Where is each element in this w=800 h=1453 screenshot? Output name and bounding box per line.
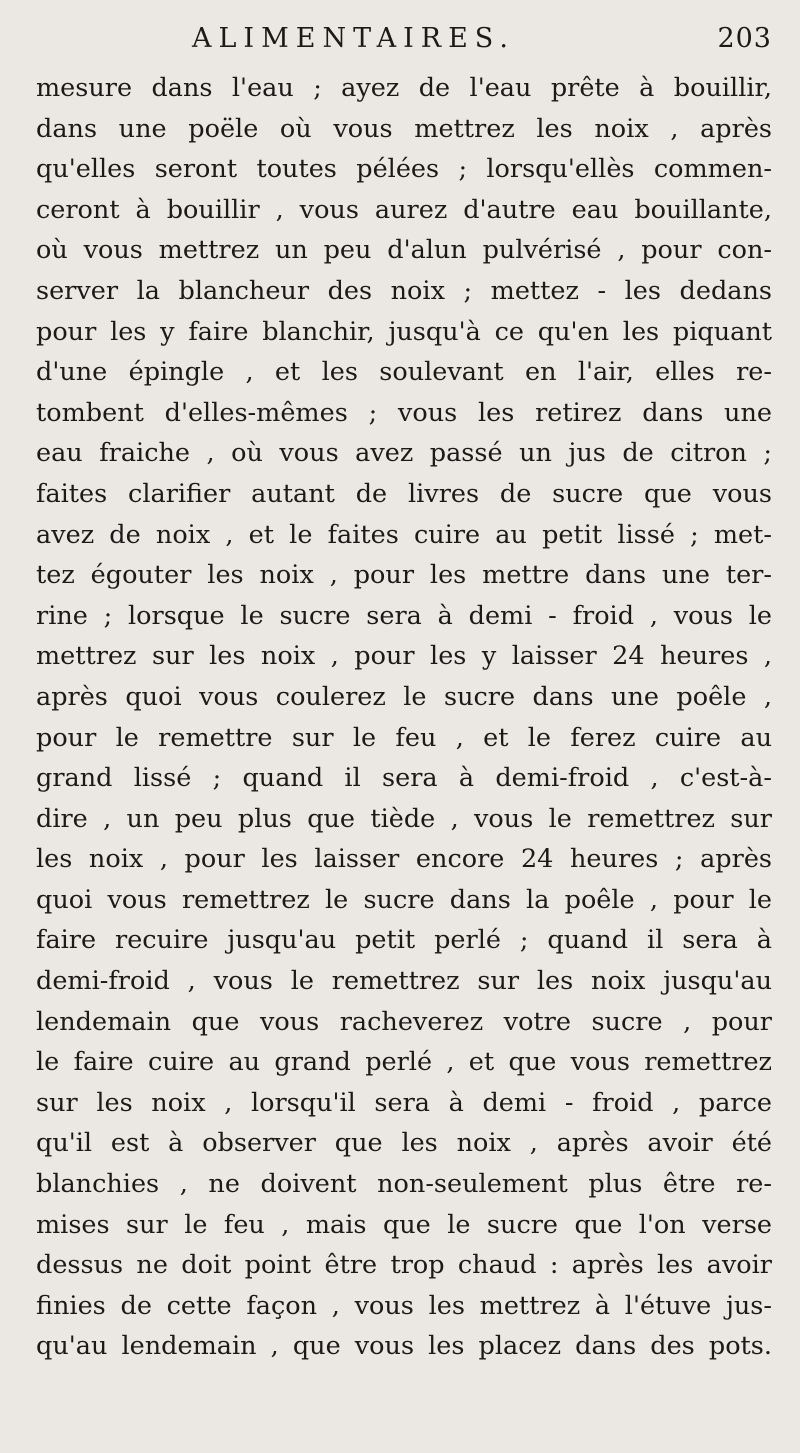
- text-line: dire , un peu plus que tiède , vous le remettrez sur: [36, 803, 772, 834]
- text-line: après quoi vous coulerez le sucre dans une poêle ,: [36, 681, 772, 712]
- body-text: [36, 68, 772, 1367]
- text-line: ceront à bouillir , vous aurez d'autre eau bouillante,: [36, 194, 772, 225]
- text-line: lendemain que vous racheverez votre sucre , pour: [36, 1006, 772, 1037]
- text-line: qu'il est à observer que les noix , après avoir été: [36, 1128, 772, 1159]
- text-line: qu'au lendemain , que vous les placez dans des pots.: [36, 1331, 772, 1362]
- text-line: faites clarifier autant de livres de sucre que vous: [36, 478, 772, 509]
- text-line: le faire cuire au grand perlé , et que vous remettrez: [36, 1047, 772, 1078]
- text-line: quoi vous remettrez le sucre dans la poêle , pour le: [36, 884, 772, 915]
- text-line: faire recuire jusqu'au petit perlé ; quand il sera à: [36, 925, 772, 956]
- text-line: grand lissé ; quand il sera à demi-froid , c'est-à-: [36, 763, 772, 794]
- page-number: 203: [717, 23, 772, 54]
- running-title: ALIMENTAIRES.: [192, 23, 515, 54]
- text-line: pour les y faire blanchir, jusqu'à ce qu'en les piquant: [36, 316, 772, 347]
- text-line: pour le remettre sur le feu , et le ferez cuire au: [36, 722, 772, 753]
- text-line: server la blancheur des noix ; mettez - les dedans: [36, 275, 772, 306]
- text-line: eau fraiche , où vous avez passé un jus de citron ;: [36, 438, 772, 469]
- text-line: mettrez sur les noix , pour les y laisser 24 heures ,: [36, 641, 772, 672]
- text-line: tombent d'elles-mêmes ; vous les retirez dans une: [36, 397, 772, 428]
- text-line: d'une épingle , et les soulevant en l'air, elles re-: [36, 357, 772, 388]
- text-line: blanchies , ne doivent non-seulement plus être re-: [36, 1169, 772, 1200]
- text-line: qu'elles seront toutes pélées ; lorsqu'ellès commen-: [36, 154, 772, 185]
- text-line: demi-froid , vous le remettrez sur les noix jusqu'au: [36, 966, 772, 997]
- text-line: rine ; lorsque le sucre sera à demi - froid , vous le: [36, 600, 772, 631]
- text-line: sur les noix , lorsqu'il sera à demi - froid , parce: [36, 1087, 772, 1118]
- text-line: avez de noix , et le faites cuire au petit lissé ; met-: [36, 519, 772, 550]
- text-line: mises sur le feu , mais que le sucre que l'on verse: [36, 1209, 772, 1240]
- text-line: dans une poële où vous mettrez les noix , après: [36, 113, 772, 144]
- running-head: [0, 18, 800, 60]
- text-line: dessus ne doit point être trop chaud : après les avoir: [36, 1250, 772, 1281]
- text-line: les noix , pour les laisser encore 24 heures ; après: [36, 844, 772, 875]
- text-line: mesure dans l'eau ; ayez de l'eau prête à bouillir,: [36, 73, 772, 103]
- text-line: finies de cette façon , vous les mettrez à l'étuve jus-: [36, 1290, 772, 1321]
- text-line: où vous mettrez un peu d'alun pulvérisé , pour con-: [36, 235, 772, 266]
- text-line: tez égouter les noix , pour les mettre dans une ter-: [36, 560, 772, 591]
